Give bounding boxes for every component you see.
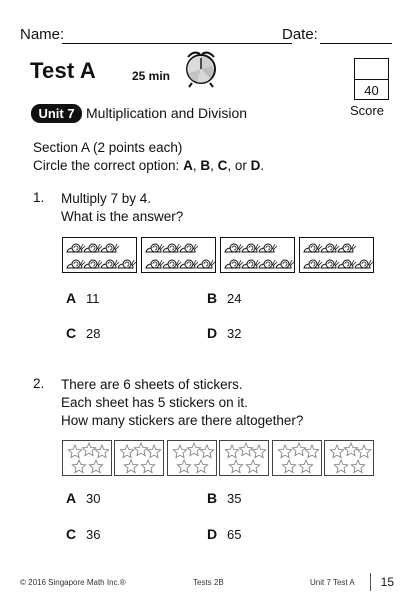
snail-icon (276, 260, 294, 268)
question-2-option-b[interactable] (207, 490, 241, 506)
star-sticker-icon (344, 443, 357, 456)
star-sticker-icon (357, 445, 370, 458)
snail-icon (101, 244, 119, 252)
snail-icon (242, 260, 260, 268)
question-1-option-b[interactable] (207, 290, 241, 306)
question-1-line: What is the answer? (61, 209, 184, 224)
option-value: 32 (227, 326, 242, 341)
footer-test-ref: Unit 7 Test A (310, 578, 355, 587)
snail-group-box (299, 237, 374, 273)
section-instruction (33, 157, 264, 175)
star-sticker-icon (299, 460, 312, 473)
snail-icon (180, 260, 198, 268)
star-sticker-icon (282, 460, 295, 473)
option-letter: A (66, 290, 77, 306)
snail-icon (338, 244, 356, 252)
star-sticker-icon (194, 460, 207, 473)
section-header (33, 139, 264, 175)
snail-picture-row (62, 237, 374, 273)
question-2-line: There are 6 sheets of stickers. (61, 377, 243, 392)
star-sticker-icon (177, 460, 190, 473)
question-1-option-c[interactable] (66, 325, 100, 341)
snail-group-box (141, 237, 216, 273)
snail-icon (163, 260, 181, 268)
star-sticker-icon (305, 445, 318, 458)
question-2-option-a[interactable] (66, 490, 100, 506)
star-sticker-icon (121, 445, 134, 458)
star-sticker-icon (252, 445, 265, 458)
star-sticker-icon (173, 445, 186, 458)
question-1-text (61, 190, 183, 226)
star-sticker-icon (148, 445, 161, 458)
name-field-line[interactable] (62, 43, 292, 44)
option-value: 35 (227, 491, 242, 506)
snail-icon (118, 260, 136, 268)
star-sticker-icon (246, 460, 259, 473)
snail-group-box (62, 237, 137, 273)
star-sticker-icon (351, 460, 364, 473)
star-sticker-icon (135, 443, 148, 456)
star-sticker-icon (239, 443, 252, 456)
snail-icon (355, 260, 373, 268)
date-field-line[interactable] (320, 43, 392, 44)
star-sticker-icon (142, 460, 155, 473)
star-sticker-icon (225, 445, 238, 458)
name-label: Name: (20, 26, 65, 43)
snail-icon (101, 260, 119, 268)
star-sticker-icon (330, 445, 343, 458)
snail-icon (67, 244, 85, 252)
option-value: 11 (86, 291, 100, 306)
option-value: 28 (86, 326, 101, 341)
snail-icon (338, 260, 356, 268)
snail-icon (304, 244, 322, 252)
option-letter: D (207, 526, 218, 542)
question-1-line: Multiply 7 by 4. (61, 191, 152, 206)
star-sticker-icon (82, 443, 95, 456)
option-letter: B (207, 490, 218, 506)
sticker-sheet-box (167, 440, 217, 476)
option-letter: A (66, 490, 77, 506)
instruction-end: . (260, 158, 265, 173)
score-divider (355, 79, 388, 80)
snail-icon (225, 260, 243, 268)
question-1-number: 1. (33, 190, 45, 205)
star-sticker-icon (292, 443, 305, 456)
snail-icon (180, 244, 198, 252)
score-total: 40 (364, 83, 379, 98)
snail-icon (259, 244, 277, 252)
star-sticker-icon (95, 445, 108, 458)
question-2-line: How many stickers are there altogether? (61, 413, 304, 428)
score-label: Score (350, 103, 384, 118)
snail-group-box (220, 237, 295, 273)
star-sticker-icon (72, 460, 85, 473)
date-label: Date: (282, 26, 318, 43)
snail-icon (197, 260, 215, 268)
star-sticker-icon (334, 460, 347, 473)
option-value: 65 (227, 527, 242, 542)
instruction-sep: , (192, 158, 201, 173)
option-value: 30 (86, 491, 101, 506)
page-number: 15 (370, 573, 394, 591)
snail-icon (146, 244, 164, 252)
instruction-option-a: A (183, 158, 193, 173)
star-sticker-icon (89, 460, 102, 473)
snail-icon (259, 260, 277, 268)
snail-icon (84, 260, 102, 268)
question-2-option-d[interactable] (207, 526, 241, 542)
footer-copyright: © 2016 Singapore Math Inc.® (20, 578, 126, 587)
sticker-sheet-box (62, 440, 112, 476)
unit-title: Multiplication and Division (86, 105, 248, 121)
snail-icon (304, 260, 322, 268)
question-2-number: 2. (33, 376, 45, 391)
time-limit: 25 min (132, 69, 171, 83)
instruction-option-c: C (217, 158, 228, 173)
snail-icon (146, 260, 164, 268)
instruction-option-b: B (200, 158, 211, 173)
snail-icon (67, 260, 85, 268)
instruction-sep: , or (227, 158, 251, 173)
star-sticker-icon (187, 443, 200, 456)
option-letter: D (207, 325, 218, 341)
question-2-option-c[interactable] (66, 526, 100, 542)
sticker-sheet-box (272, 440, 322, 476)
instruction-sep: , (210, 158, 218, 173)
snail-icon (225, 244, 243, 252)
sticker-sheet-box (324, 440, 374, 476)
question-1-option-d[interactable] (207, 325, 241, 341)
star-sticker-icon (229, 460, 242, 473)
instruction-text: Circle the correct option: (33, 158, 184, 173)
snail-icon (163, 244, 181, 252)
snail-icon (321, 244, 339, 252)
snail-icon (84, 244, 102, 252)
star-sticker-icon (278, 445, 291, 458)
option-letter: B (207, 290, 218, 306)
sticker-picture-row (62, 440, 374, 476)
name-date-row (20, 26, 392, 48)
question-2-line: Each sheet has 5 stickers on it. (61, 395, 248, 410)
option-letter: C (66, 526, 77, 542)
test-title: Test A (30, 58, 96, 83)
snail-icon (242, 244, 260, 252)
option-letter: C (66, 325, 77, 341)
instruction-option-d: D (250, 158, 261, 173)
sticker-sheet-box (114, 440, 164, 476)
option-value: 24 (227, 291, 242, 306)
unit-badge: Unit 7 (31, 104, 82, 123)
snail-icon (321, 260, 339, 268)
question-1-option-a[interactable] (66, 290, 100, 306)
star-sticker-icon (68, 445, 81, 458)
question-2-text (61, 376, 303, 430)
alarm-clock-icon (180, 48, 222, 88)
star-sticker-icon (125, 460, 138, 473)
star-sticker-icon (200, 445, 213, 458)
section-heading: Section A (2 points each) (33, 140, 183, 155)
score-box[interactable] (354, 58, 389, 100)
option-value: 36 (86, 527, 101, 542)
footer-book: Tests 2B (193, 578, 224, 587)
sticker-sheet-box (219, 440, 269, 476)
